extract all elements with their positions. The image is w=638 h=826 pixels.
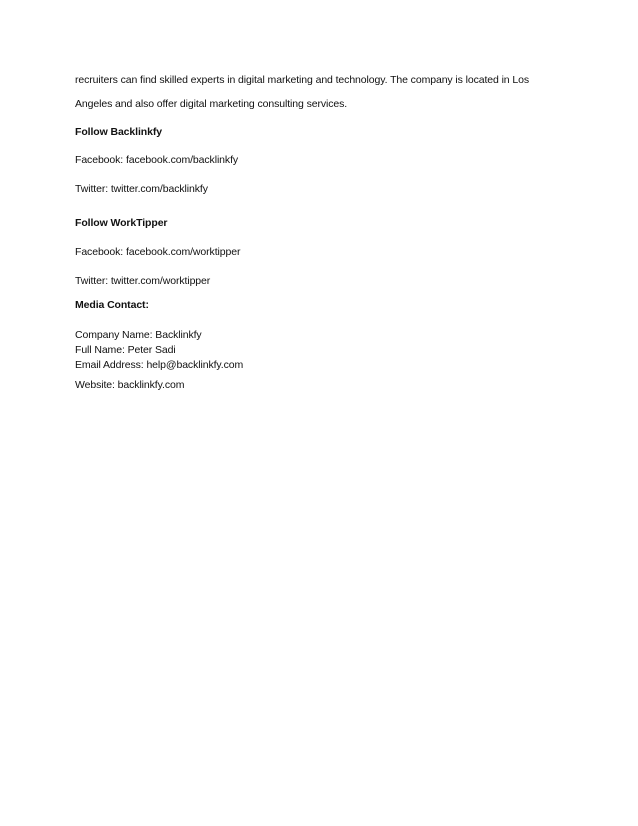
worktipper-facebook-line: Facebook: facebook.com/worktipper <box>75 246 241 258</box>
website-line: Website: backlinkfy.com <box>75 379 185 391</box>
worktipper-twitter-line: Twitter: twitter.com/worktipper <box>75 275 211 287</box>
follow-backlinkfy-heading: Follow Backlinkfy <box>75 126 162 138</box>
company-name-line: Company Name: Backlinkfy <box>75 329 202 341</box>
backlinkfy-facebook-line: Facebook: facebook.com/backlinkfy <box>75 154 239 166</box>
backlinkfy-twitter-line: Twitter: twitter.com/backlinkfy <box>75 183 208 195</box>
media-contact-heading: Media Contact: <box>75 299 149 311</box>
body-paragraph-line-2: Angeles and also offer digital marketing consulting services. <box>75 98 348 110</box>
full-name-line: Full Name: Peter Sadi <box>75 344 176 356</box>
body-paragraph-line-1: recruiters can find skilled experts in digital marketing and technology. The company is located in Los <box>75 74 529 86</box>
email-address-line: Email Address: help@backlinkfy.com <box>75 359 244 371</box>
follow-worktipper-heading: Follow WorkTipper <box>75 217 168 229</box>
